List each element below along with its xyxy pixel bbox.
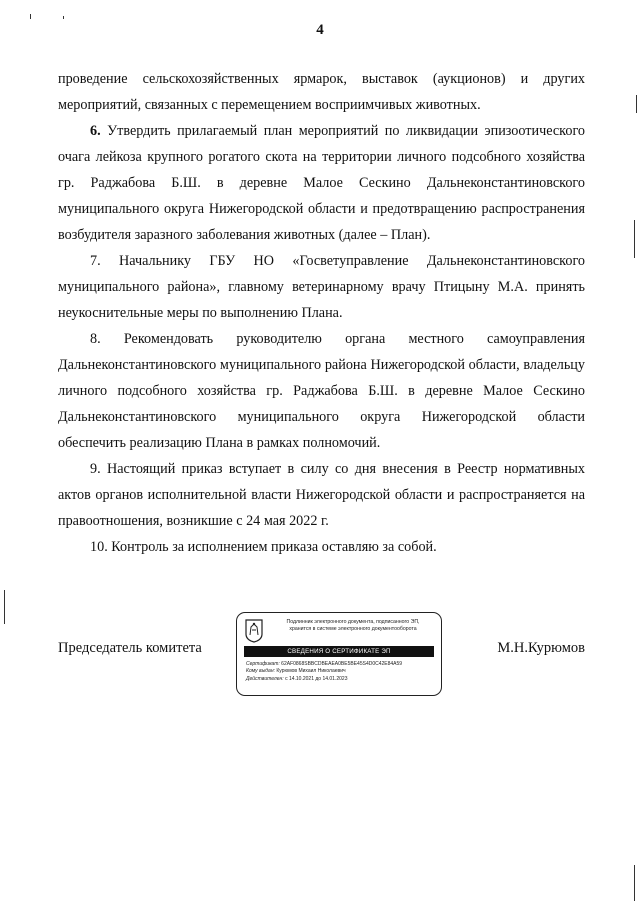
stamp-details [246, 661, 436, 683]
document-body [58, 66, 585, 560]
stamp-certificate-value: 62AF0868SBBCDBEAEA0BE5BE45S4D0C42E84A59 [281, 661, 403, 667]
scan-mark [636, 95, 637, 113]
page-number: 4 [316, 22, 324, 38]
paragraph-text: Рекомендовать руководителю органа местного самоуправления Дальнеконстантиновского муниципального района Нижегородской области, владельцу личного подсобного хозяйства гр. Раджабова Б.Ш. в деревне Малое Сескино Дальнеконстантиновского муниципального округа Нижегородской области обеспечить реализацию Плана в рамках полномочий. [58, 331, 585, 451]
paragraph-8 [58, 326, 585, 456]
stamp-label: Сертификат: [246, 661, 280, 667]
stamp-title-bar: СВЕДЕНИЯ О СЕРТИФИКАТЕ ЭП [244, 646, 434, 657]
scan-mark [4, 590, 5, 624]
scan-mark [63, 16, 64, 19]
paragraph-text: Начальнику ГБУ НО «Госветуправление Дальнеконстантиновского муниципального района», главному ветеринарному врачу Птицыну М.А. принять неукоснительные меры по выполнению Плана. [58, 253, 586, 321]
stamp-header [269, 619, 437, 633]
paragraph-number: 6. [90, 123, 101, 139]
stamp-owner-value: Курюмов Михаил Николаевич [276, 668, 346, 675]
paragraph-number: 9. [90, 461, 101, 477]
signatory-title: Председатель комитета [58, 640, 202, 656]
signatory-name: М.Н.Курюмов [497, 640, 585, 656]
paragraph-number: 8. [90, 331, 101, 347]
scan-mark [30, 14, 31, 19]
paragraph-9 [58, 456, 585, 534]
scan-mark [634, 220, 635, 258]
paragraph-text: проведение сельскохозяйственных ярмарок, выставок (аукционов) и других мероприятий, связанных с перемещением восприимчивых животных. [58, 71, 585, 113]
stamp-label: Кому выдан: [246, 668, 275, 675]
signature-block [58, 612, 585, 692]
electronic-signature-stamp [236, 612, 442, 696]
stamp-header-line: хранится в системе электронного документооборота [289, 626, 417, 632]
paragraph-10 [58, 534, 585, 560]
paragraph-6 [58, 118, 585, 248]
stamp-certificate-row [246, 661, 436, 668]
paragraph-text: Контроль за исполнением приказа оставляю за собой. [111, 539, 437, 555]
stamp-validity-row [246, 676, 436, 683]
coat-of-arms-icon [245, 619, 263, 643]
paragraph-7 [58, 248, 585, 326]
stamp-validity-value: с 14.10.2021 до 14.01.2023 [285, 675, 348, 682]
paragraph-text: Настоящий приказ вступает в силу со дня внесения в Реестр нормативных актов органов исполнительной власти Нижегородской области и распространяется на правоотношения, возникшие с 24 мая 2022 г. [58, 461, 586, 529]
stamp-owner-row [246, 668, 436, 675]
scan-mark [634, 865, 635, 901]
paragraph-continuation [58, 66, 585, 118]
stamp-header-line: Подлинник электронного документа, подписанного ЭП, [286, 619, 420, 625]
stamp-label: Действителен: [246, 675, 284, 682]
paragraph-text: Утвердить прилагаемый план мероприятий по ликвидации эпизоотического очага лейкоза крупного рогатого скота на территории личного подсобного хозяйства гр. Раджабова Б.Ш. в деревне Малое Сескино Дальнеконстантиновского муниципального округа Нижегородской области и предотвращению распространения возбудителя заразного заболевания животных (далее – План). [58, 123, 586, 243]
paragraph-number: 7. [90, 253, 101, 269]
paragraph-number: 10. [90, 539, 108, 555]
